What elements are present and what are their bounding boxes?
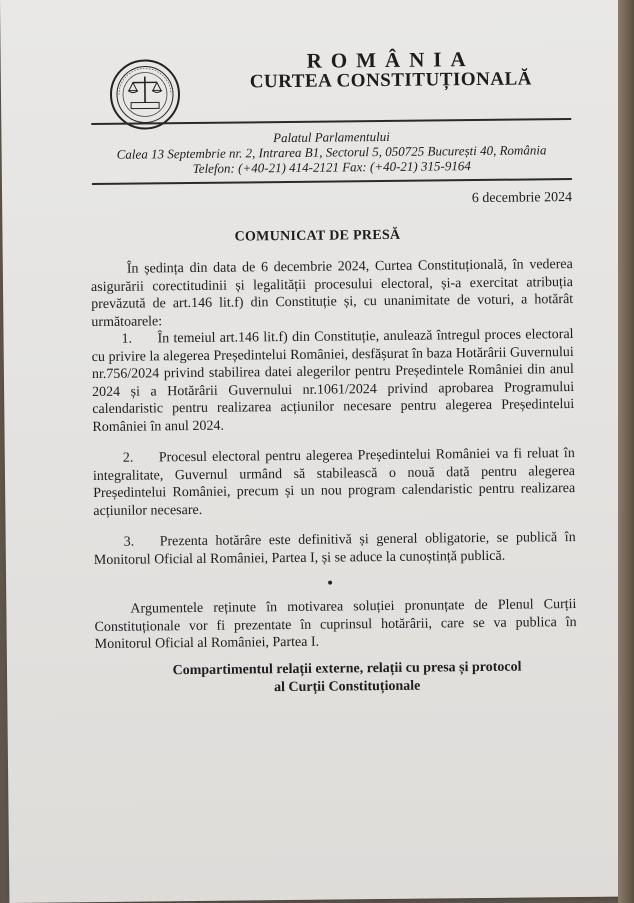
document-date: 6 decembrie 2024 [471,190,573,207]
item-text: În temeiul art.146 lit.f) din Constituție, anulează întregul proces electoral cu privire la alegerea Președintelui României, desfășurat în baza Hotărârii Guvernului nr.756/2024 privind stabilirea datei alegerilor pentru Președintele României din anul 2024 și a Hotărârii Guvernului nr.1061/2024 privind aprobarea Programului calendaristic pentru realizarea acțiunilor necesare pentru alegerea Președintelui României în anul 2024. [91,327,575,435]
document-body [91,256,577,654]
address-contact: Telefon: (+40-21) 414-2121 Fax: (+40-21) 315-9164 [192,158,471,176]
closing-paragraph: Argumentele reținute în motivarea soluției pronunțate de Plenul Curții Constituționale vor fi prezentate în cuprinsul hotărârii, care se va publica în Monitorul Oficial al României, Partea I. [94,596,577,653]
item-text: Procesul electoral pentru alegerea Președintelui României va fi reluat în integralitate, Guvernul urmând să stabilească o nouă dată pentru alegerea Președintelui României, precum și un nou program calendaristic pentru realizarea acțiunilor necesare. [92,446,576,519]
item-number: 1. [121,331,133,347]
institution-name: CURTEA CONSTITUȚIONALĂ [249,68,533,93]
intro-paragraph: În ședința din data de 6 decembrie 2024, Curtea Constituțională, în vederea asigurării corectitudinii și legalității procesului electoral, și-a exercitat atribuția prevăzută de art.146 lit.f) din Constituție și, cu unanimitate de voturi, a hotărât următoarele: [90,257,574,330]
item-number: 2. [122,450,134,466]
list-item [93,445,576,520]
signature-block [127,658,567,699]
signature-line-1: Compartimentul relații externe, relații cu presa și protocol [172,659,522,679]
document-title: COMUNICAT DE PRESĂ [234,227,401,245]
country-name: ROMÂNIA [306,47,475,73]
address-palace: Palatul Parlamentului [273,128,390,146]
background-edge [618,0,634,903]
list-item [94,529,576,569]
address-street: Calea 13 Septembrie nr. 2, Intrarea B1, Sectorul 5, 050725 București 40, România [116,142,547,162]
signature-line-2: al Curții Constituționale [274,678,421,696]
item-number: 3. [123,534,135,550]
list-item [91,326,574,436]
court-emblem-icon [109,58,182,131]
item-text: Prezenta hotărâre este definitivă și general obligatorie, se publică în Monitorul Oficial al României, Partea I, și se aduce la cunoștință publică. [93,530,576,568]
header-bottom-divider [92,178,572,185]
